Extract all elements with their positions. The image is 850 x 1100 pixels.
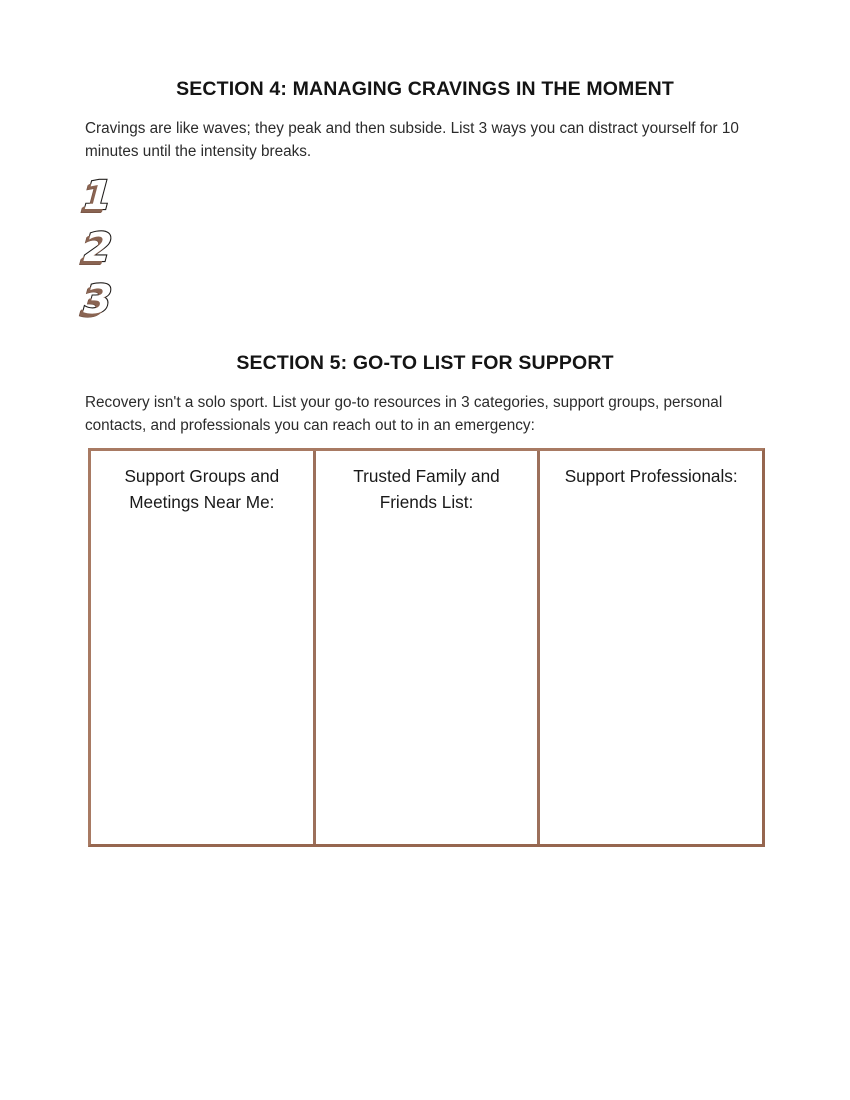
list-item[interactable]	[82, 173, 114, 228]
section-5-instructions: Recovery isn't a solo sport. List your go-to resources in 3 categories, support groups, personal contacts, and professionals you can reach out to in an emergency:	[85, 394, 723, 434]
numeral-2-icon: 2	[82, 225, 114, 271]
table-column-family-friends	[313, 451, 538, 844]
list-item[interactable]	[82, 225, 114, 280]
section-4-instructions: Cravings are like waves; they peak and then subside. List 3 ways you can distract yourself for 10 minutes until the intensity breaks.	[85, 120, 739, 160]
section-4-heading: SECTION 4: MANAGING CRAVINGS IN THE MOMENT	[176, 78, 674, 100]
section-5-heading: SECTION 5: GO-TO LIST FOR SUPPORT	[236, 352, 614, 374]
column-header: Support Professionals:	[564, 466, 738, 486]
support-groups-write-area[interactable]	[91, 531, 313, 844]
table-column-professionals	[537, 451, 762, 844]
column-header: Trusted Family and Friends List:	[353, 466, 500, 513]
numeral-1-icon: 1	[82, 173, 114, 219]
table-column-support-groups	[91, 451, 313, 844]
craving-distraction-list	[82, 173, 114, 332]
list-item[interactable]	[82, 277, 114, 332]
family-friends-write-area[interactable]	[316, 531, 538, 844]
section-4	[85, 78, 765, 163]
professionals-write-area[interactable]	[540, 531, 762, 844]
numeral-3-icon: 3	[82, 277, 114, 323]
section-5	[85, 352, 765, 437]
support-resources-table	[88, 448, 765, 847]
column-header: Support Groups and Meetings Near Me:	[124, 466, 280, 513]
